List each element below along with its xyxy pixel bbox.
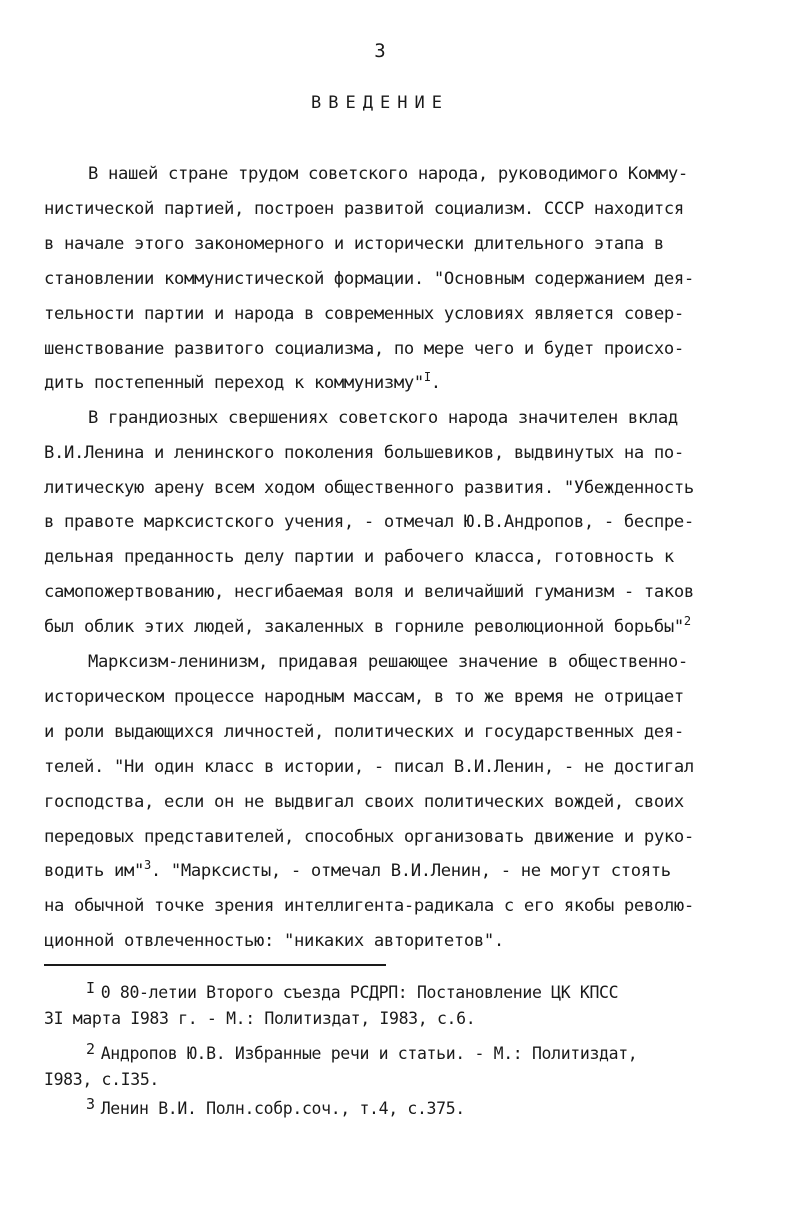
body-line: становлении коммунистической формации. "Основным содержанием дея- [44,269,694,289]
body-line: тельности партии и народа в современных условиях является совер- [44,304,684,324]
footnote-number: 2 [86,1040,95,1058]
footnote-1 [86,981,618,1005]
footnote-marker-3: 3 [143,858,151,872]
body-line: господства, если он не выдвигал своих политических вождей, своих [44,792,684,812]
body-line: историческом процессе народным массам, в то же время не отрицает [44,687,684,707]
body-line: передовых представителей, способных организовать движение и руко- [44,827,694,847]
body-line: литическую арену всем ходом общественного развития. "Убежденность [44,478,694,498]
footnote-marker-2: 2 [683,614,691,628]
body-line: В грандиозных свершениях советского народа значителен вклад [88,408,678,428]
body-line: В.И.Ленина и ленинского поколения большевиков, выдвинутых на по- [44,443,684,463]
body-line [44,859,744,883]
body-line-punctuation: . [430,373,441,393]
page-number: 3 [374,40,386,62]
body-line: в правоте марксистского учения, - отмечал Ю.В.Андропов, - беспре- [44,512,694,532]
body-line: шенствование развитого социализма, по мере чего и будет происхо- [44,339,684,359]
body-line: и роли выдающихся личностей, политических и государственных дея- [44,722,684,742]
footnote-text: Андропов Ю.В. Избранные речи и статьи. - М.: Политиздат, [100,1044,638,1063]
body-line: в начале этого закономерного и исторически длительного этапа в [44,234,664,254]
footnote-1-continuation: 3I марта I983 г. - М.: Политиздат, I983, с.6. [44,1009,476,1028]
footnote-number: 3 [86,1095,95,1113]
body-line: самопожертвованию, несгибаемая воля и величайший гуманизм - таков [44,582,694,602]
body-line-text: водить им" [44,861,144,881]
body-line-text: был облик этих людей, закаленных в горниле революционной борьбы" [44,617,684,637]
body-line-text: . "Марксисты, - отмечал В.И.Ленин, - не могут стоять [150,861,671,881]
footnote-number: I [86,979,95,997]
body-line [44,615,744,639]
body-line: нистической партией, построен развитой социализм. СССР находится [44,199,684,219]
body-line: на обычной точке зрения интеллигента-радикала с его якобы револю- [44,896,694,916]
page-title: ВВЕДЕНИЕ [311,93,449,113]
body-line: ционной отвлеченностью: "никаких авторитетов". [44,931,504,951]
body-line-text: дить постепенный переход к коммунизму" [44,373,424,393]
body-line [44,371,744,395]
footnote-text: 0 80-летии Второго съезда РСДРП: Постановление ЦК КПСС [100,983,619,1002]
body-line: В нашей стране трудом советского народа, руководимого Комму- [88,164,688,184]
footnote-text: Ленин В.И. Полн.собр.соч., т.4, с.375. [100,1099,465,1118]
body-line: дельная преданность делу партии и рабочего класса, готовность к [44,547,674,567]
footnote-3 [86,1097,465,1121]
body-line: телей. "Ни один класс в истории, - писал В.И.Ленин, - не достигал [44,757,694,777]
footnote-2 [86,1042,637,1066]
footnote-marker-1: I [423,370,431,384]
footnote-2-continuation: I983, с.I35. [44,1070,160,1089]
footnote-divider [44,964,386,966]
body-line: Марксизм-ленинизм, придавая решающее значение в общественно- [88,652,688,672]
